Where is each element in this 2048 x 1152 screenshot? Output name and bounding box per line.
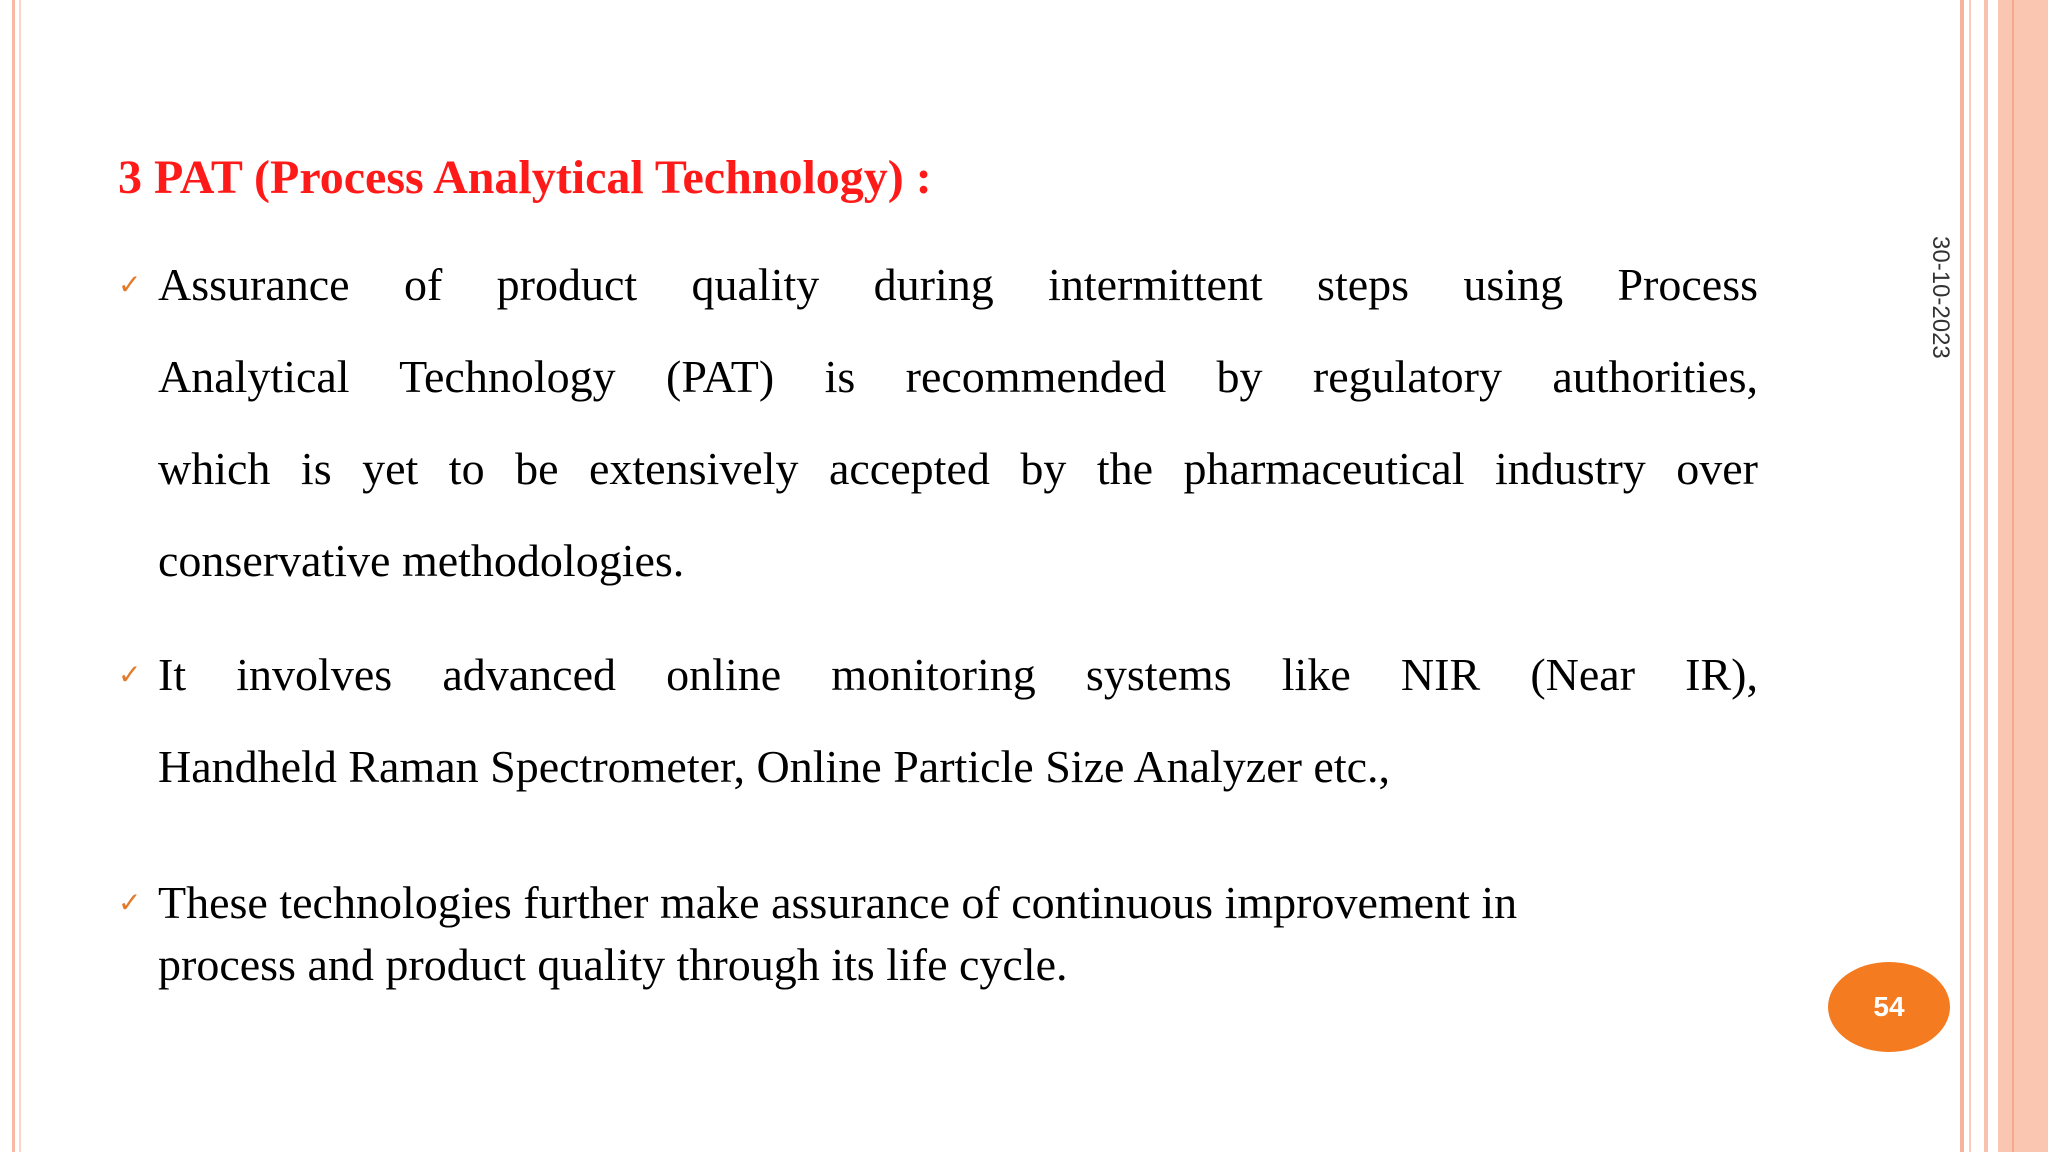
right-decorative-block (1998, 0, 2048, 1152)
check-icon: ✓ (118, 886, 142, 919)
bullet-line: Assurance of product quality during intermittent steps using Process (158, 259, 1758, 310)
bullet-line: Handheld Raman Spectrometer, Online Particle Size Analyzer etc., (158, 741, 1391, 792)
right-decorative-line (1984, 0, 1988, 1152)
bullet-line: These technologies further make assurance of continuous improvement in (158, 877, 1518, 928)
left-decorative-line (19, 0, 21, 1152)
right-decorative-line (2012, 0, 2014, 1152)
slide-date: 30-10-2023 (1927, 236, 1954, 359)
bullet-line: conservative methodologies. (158, 535, 685, 586)
page-number-badge: 54 (1828, 962, 1950, 1052)
check-icon: ✓ (118, 268, 142, 301)
bullet-line: It involves advanced online monitoring systems like NIR (Near IR), (158, 649, 1758, 700)
bullet-line: which is yet to be extensively accepted by the pharmaceutical industry over (158, 443, 1758, 494)
slide-title: 3 PAT (Process Analytical Technology) : (118, 151, 932, 204)
check-icon: ✓ (118, 658, 142, 691)
bullet-line: Analytical Technology (PAT) is recommended by regulatory authorities, (158, 351, 1758, 402)
right-decorative-line (1969, 0, 1971, 1152)
right-decorative-line (1960, 0, 1964, 1152)
bullet-line: process and product quality through its life cycle. (158, 939, 1068, 990)
left-decorative-line (12, 0, 15, 1152)
